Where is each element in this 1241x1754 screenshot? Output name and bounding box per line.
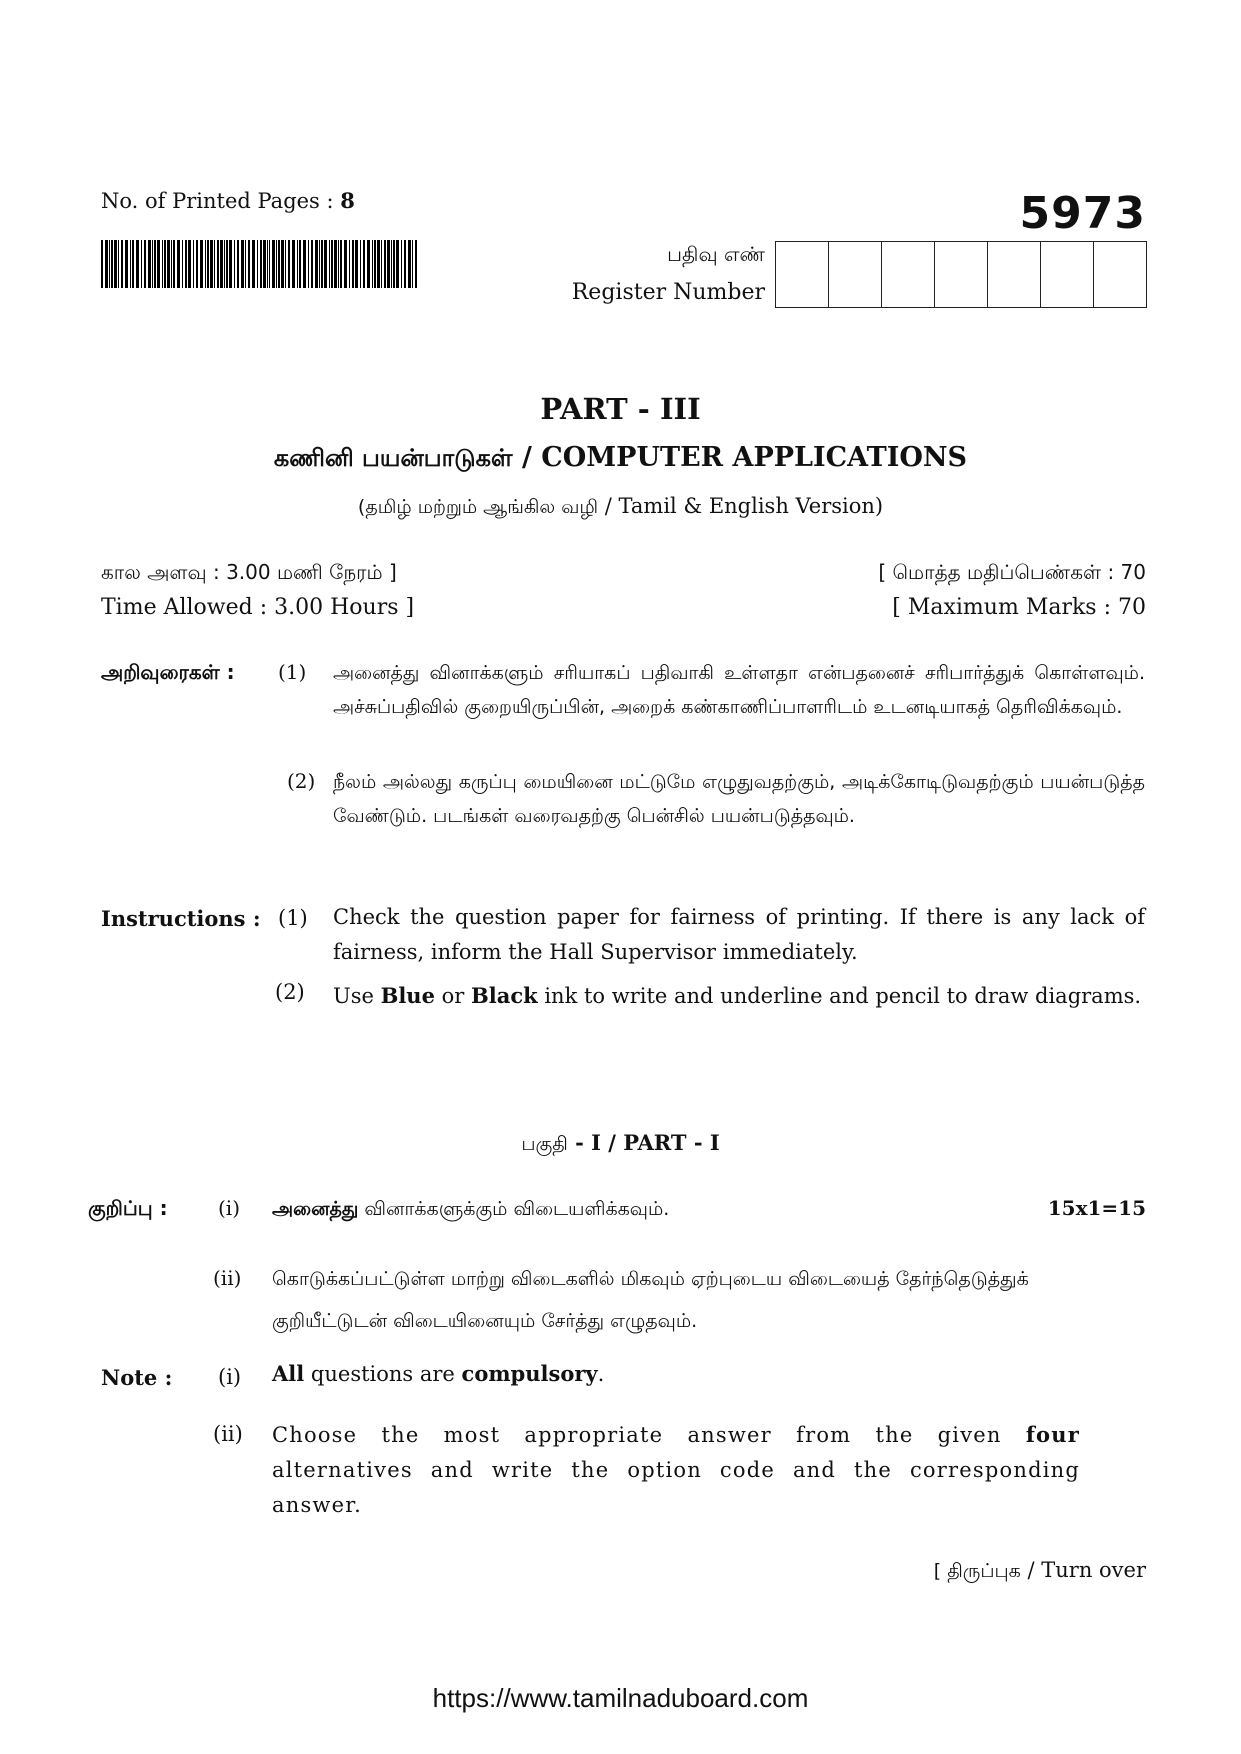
- barcode-bar: [121, 240, 123, 288]
- note-tamil-1: [272, 1192, 892, 1226]
- note-number: (i): [218, 1365, 242, 1389]
- barcode-bar: [154, 240, 156, 288]
- turn-over-english: / Turn over: [1020, 1558, 1146, 1582]
- barcode-bar: [182, 240, 183, 288]
- barcode-bar: [248, 240, 250, 288]
- note-english-2: [272, 1417, 1080, 1523]
- barcode-bar: [374, 240, 376, 288]
- barcode-bar: [377, 240, 380, 288]
- instruction-text: Use: [333, 984, 381, 1008]
- barcode-bar: [130, 240, 131, 288]
- barcode-bar: [344, 240, 347, 288]
- instruction-text: . If there is any lack of fairness, inform the Hall Supervisor immediately.: [333, 905, 1145, 964]
- barcode-bar: [111, 240, 113, 288]
- instruction-emphasis: for fairness of printing: [629, 905, 883, 929]
- register-label-tamil: பதிவு எண்: [667, 242, 765, 266]
- note-emphasis: compulsory: [461, 1361, 598, 1386]
- barcode-bar: [349, 240, 350, 288]
- max-marks-tamil: [ மொத்த மதிப்பெண்கள் : 70: [878, 560, 1146, 584]
- barcode-bar: [297, 240, 298, 288]
- note-heading-tamil: குறிப்பு :: [88, 1196, 168, 1220]
- barcode-bar: [185, 240, 187, 288]
- note-text: questions are: [304, 1362, 462, 1386]
- instruction-number: (1): [278, 660, 307, 684]
- register-label-english: Register Number: [571, 280, 765, 305]
- barcode-bar: [276, 240, 277, 288]
- barcode-bar: [220, 240, 223, 288]
- barcode-bar: [412, 240, 413, 288]
- barcode-bar: [207, 240, 209, 288]
- instruction-text: ink to write and underline and pencil to draw diagrams.: [537, 984, 1142, 1008]
- printed-pages-label: No. of Printed Pages :: [101, 189, 341, 213]
- barcode-bar: [237, 240, 239, 288]
- printed-pages: [101, 188, 355, 213]
- section-title-tamil: பகுதி: [521, 1133, 568, 1155]
- instruction-english-2: [333, 976, 1145, 1016]
- barcode-bar: [338, 240, 339, 288]
- barcode-bar: [148, 240, 151, 288]
- barcode-bar: [260, 240, 262, 288]
- barcode-bar: [315, 240, 318, 288]
- barcode-bar: [285, 240, 286, 288]
- note-heading-english: Note :: [101, 1365, 173, 1390]
- register-digit-box[interactable]: [935, 242, 988, 307]
- barcode-bar: [329, 240, 330, 288]
- instruction-number: (1): [278, 906, 308, 930]
- barcode-bar: [125, 240, 128, 288]
- barcode-bar: [292, 240, 295, 288]
- barcode-bar: [404, 240, 406, 288]
- instruction-text: or: [434, 984, 471, 1008]
- register-digit-box[interactable]: [1041, 242, 1094, 307]
- section-title: [0, 1130, 1241, 1158]
- max-marks-english: [ Maximum Marks : 70: [892, 595, 1146, 620]
- instruction-tamil-2: நீலம் அல்லது கருப்பு மையினை மட்டுமே எழுதுவதற்கும், அடிக்கோடிடுவதற்கும் பயன்படுத்த வேண்டும். படங்கள் வரைவதற்கு பென்சில் பயன்படுத்தவும்.: [333, 771, 1145, 827]
- note-number: (i): [218, 1196, 241, 1220]
- barcode-bar: [281, 240, 284, 288]
- barcode-bar: [217, 240, 219, 288]
- barcode-bar: [167, 240, 170, 288]
- barcode-bar: [210, 240, 213, 288]
- barcode-bar: [224, 240, 225, 288]
- printed-pages-count: 8: [340, 188, 355, 213]
- register-digit-box[interactable]: [988, 242, 1041, 307]
- time-allowed-tamil: கால அளவு : 3.00 மணி நேரம் ]: [101, 560, 397, 584]
- subject-tamil: கணினி பயன்பாடுகள்: [273, 444, 513, 472]
- barcode-bar: [257, 240, 258, 288]
- barcode-bar: [321, 240, 323, 288]
- section-title-english: - I / PART - I: [567, 1130, 720, 1155]
- barcode-bar: [152, 240, 153, 288]
- note-text: Choose the most appropriate answer from the given: [272, 1423, 1026, 1447]
- section-marks: 15x1=15: [1047, 1196, 1146, 1220]
- barcode-bar: [162, 240, 163, 288]
- barcode-bar: [331, 240, 333, 288]
- barcode-bar: [387, 240, 390, 288]
- barcode-bar: [226, 240, 228, 288]
- subject-title: [0, 442, 1241, 475]
- barcode-bar: [173, 240, 175, 288]
- barcode-bar: [367, 240, 370, 288]
- barcode-bar: [311, 240, 313, 288]
- instruction-english-1: [333, 900, 1145, 970]
- instructions-heading-english: Instructions :: [101, 906, 261, 931]
- barcode-bar: [241, 240, 244, 288]
- register-digit-box[interactable]: [1094, 242, 1146, 307]
- barcode-bar: [141, 240, 142, 288]
- barcode-bar: [164, 240, 166, 288]
- barcode-bar: [278, 240, 280, 288]
- barcode-bar: [372, 240, 373, 288]
- barcode-bar: [267, 240, 268, 288]
- barcode-bar: [269, 240, 271, 288]
- barcode: [101, 240, 419, 288]
- paper-code: 5973: [1019, 188, 1146, 239]
- note-emphasis: அனைத்து: [272, 1198, 359, 1220]
- barcode-bar: [157, 240, 160, 288]
- note-emphasis: All: [272, 1361, 305, 1386]
- turn-over: [934, 1558, 1146, 1585]
- barcode-bar: [340, 240, 342, 288]
- version-tamil: (தமிழ் மற்றும் ஆங்கில வழி: [357, 496, 599, 518]
- instruction-tamil-1: அனைத்து வினாக்களும் சரியாகப் பதிவாகி உள்ளதா என்பதனைச் சரிபார்த்துக் கொள்ளவும். அச்சுப்பதிவில் குறையிருப்பின், அறைக் கண்காணிப்பாளரிடம் உடனடியாகத் தெரிவிக்கவும்.: [333, 662, 1145, 718]
- barcode-bar: [299, 240, 301, 288]
- barcode-bar: [136, 240, 139, 288]
- barcode-bar: [205, 240, 206, 288]
- barcode-bar: [245, 240, 246, 288]
- footer-url[interactable]: https://www.tamilnaduboard.com: [432, 1683, 809, 1713]
- note-number: (ii): [213, 1422, 243, 1446]
- barcode-bar: [319, 240, 320, 288]
- barcode-bar: [352, 240, 354, 288]
- barcode-bar: [288, 240, 290, 288]
- barcode-bar: [263, 240, 266, 288]
- barcode-bar: [324, 240, 327, 288]
- note-tamil-2: கொடுக்கப்பட்டுள்ள மாற்று விடைகளில் மிகவும் ஏற்புடைய விடையைத் தேர்ந்தெடுத்துக் குறியீட்டுடன் விடையினையும் சேர்த்து எழுதவும்.: [272, 1268, 1029, 1332]
- time-allowed-english: Time Allowed : 3.00 Hours ]: [101, 595, 415, 620]
- barcode-bar: [193, 240, 194, 288]
- barcode-bar: [360, 240, 361, 288]
- instruction-bold-black: Black: [470, 983, 538, 1008]
- note-text: வினாக்களுக்கும் விடையளிக்கவும்.: [358, 1198, 670, 1220]
- barcode-bar: [415, 240, 417, 288]
- barcode-bar: [393, 240, 395, 288]
- note-english-1: [272, 1361, 604, 1386]
- note-text: .: [597, 1362, 605, 1386]
- barcode-bar: [381, 240, 382, 288]
- barcode-bar: [234, 240, 235, 288]
- barcode-bar: [171, 240, 172, 288]
- barcode-bar: [401, 240, 402, 288]
- subject-separator: /: [512, 442, 542, 473]
- barcode-bar: [144, 240, 146, 288]
- register-number-boxes[interactable]: [775, 241, 1147, 308]
- instruction-bold-blue: Blue: [380, 983, 435, 1008]
- barcode-bar: [214, 240, 215, 288]
- instruction-number: (2): [287, 769, 316, 793]
- barcode-bar: [308, 240, 309, 288]
- barcode-bar: [196, 240, 198, 288]
- turn-over-tamil: [ திருப்புக: [933, 1560, 1021, 1582]
- barcode-bar: [177, 240, 180, 288]
- barcode-bar: [391, 240, 392, 288]
- barcode-bar: [396, 240, 399, 288]
- barcode-bar: [363, 240, 365, 288]
- version-english: / Tamil & English Version): [598, 494, 884, 518]
- instructions-heading-tamil: அறிவுரைகள் :: [101, 660, 235, 684]
- barcode-bar: [334, 240, 337, 288]
- note-emphasis: four: [1025, 1422, 1080, 1447]
- instruction-text: Check the question paper: [333, 905, 630, 929]
- instruction-number: (2): [275, 980, 305, 1004]
- barcode-bar: [188, 240, 191, 288]
- barcode-bar: [132, 240, 134, 288]
- barcode-bar: [229, 240, 232, 288]
- barcode-bar: [408, 240, 411, 288]
- barcode-bar: [109, 240, 110, 288]
- register-digit-box[interactable]: [882, 242, 935, 307]
- barcode-bar: [118, 240, 119, 288]
- register-digit-box[interactable]: [776, 242, 829, 307]
- barcode-bar: [114, 240, 117, 288]
- barcode-bar: [101, 240, 103, 288]
- barcode-bar: [105, 240, 108, 288]
- version-line: [0, 494, 1241, 521]
- note-text: alternatives and write the option code and the corresponding answer.: [272, 1458, 1080, 1517]
- note-number: (ii): [213, 1266, 242, 1290]
- subject-english: COMPUTER APPLICATIONS: [541, 442, 968, 473]
- barcode-bar: [252, 240, 255, 288]
- barcode-bar: [355, 240, 358, 288]
- barcode-bar: [384, 240, 386, 288]
- barcode-bar: [200, 240, 203, 288]
- barcode-bar: [272, 240, 275, 288]
- register-digit-box[interactable]: [829, 242, 882, 307]
- barcode-bar: [303, 240, 306, 288]
- part-title: PART - III: [540, 392, 701, 426]
